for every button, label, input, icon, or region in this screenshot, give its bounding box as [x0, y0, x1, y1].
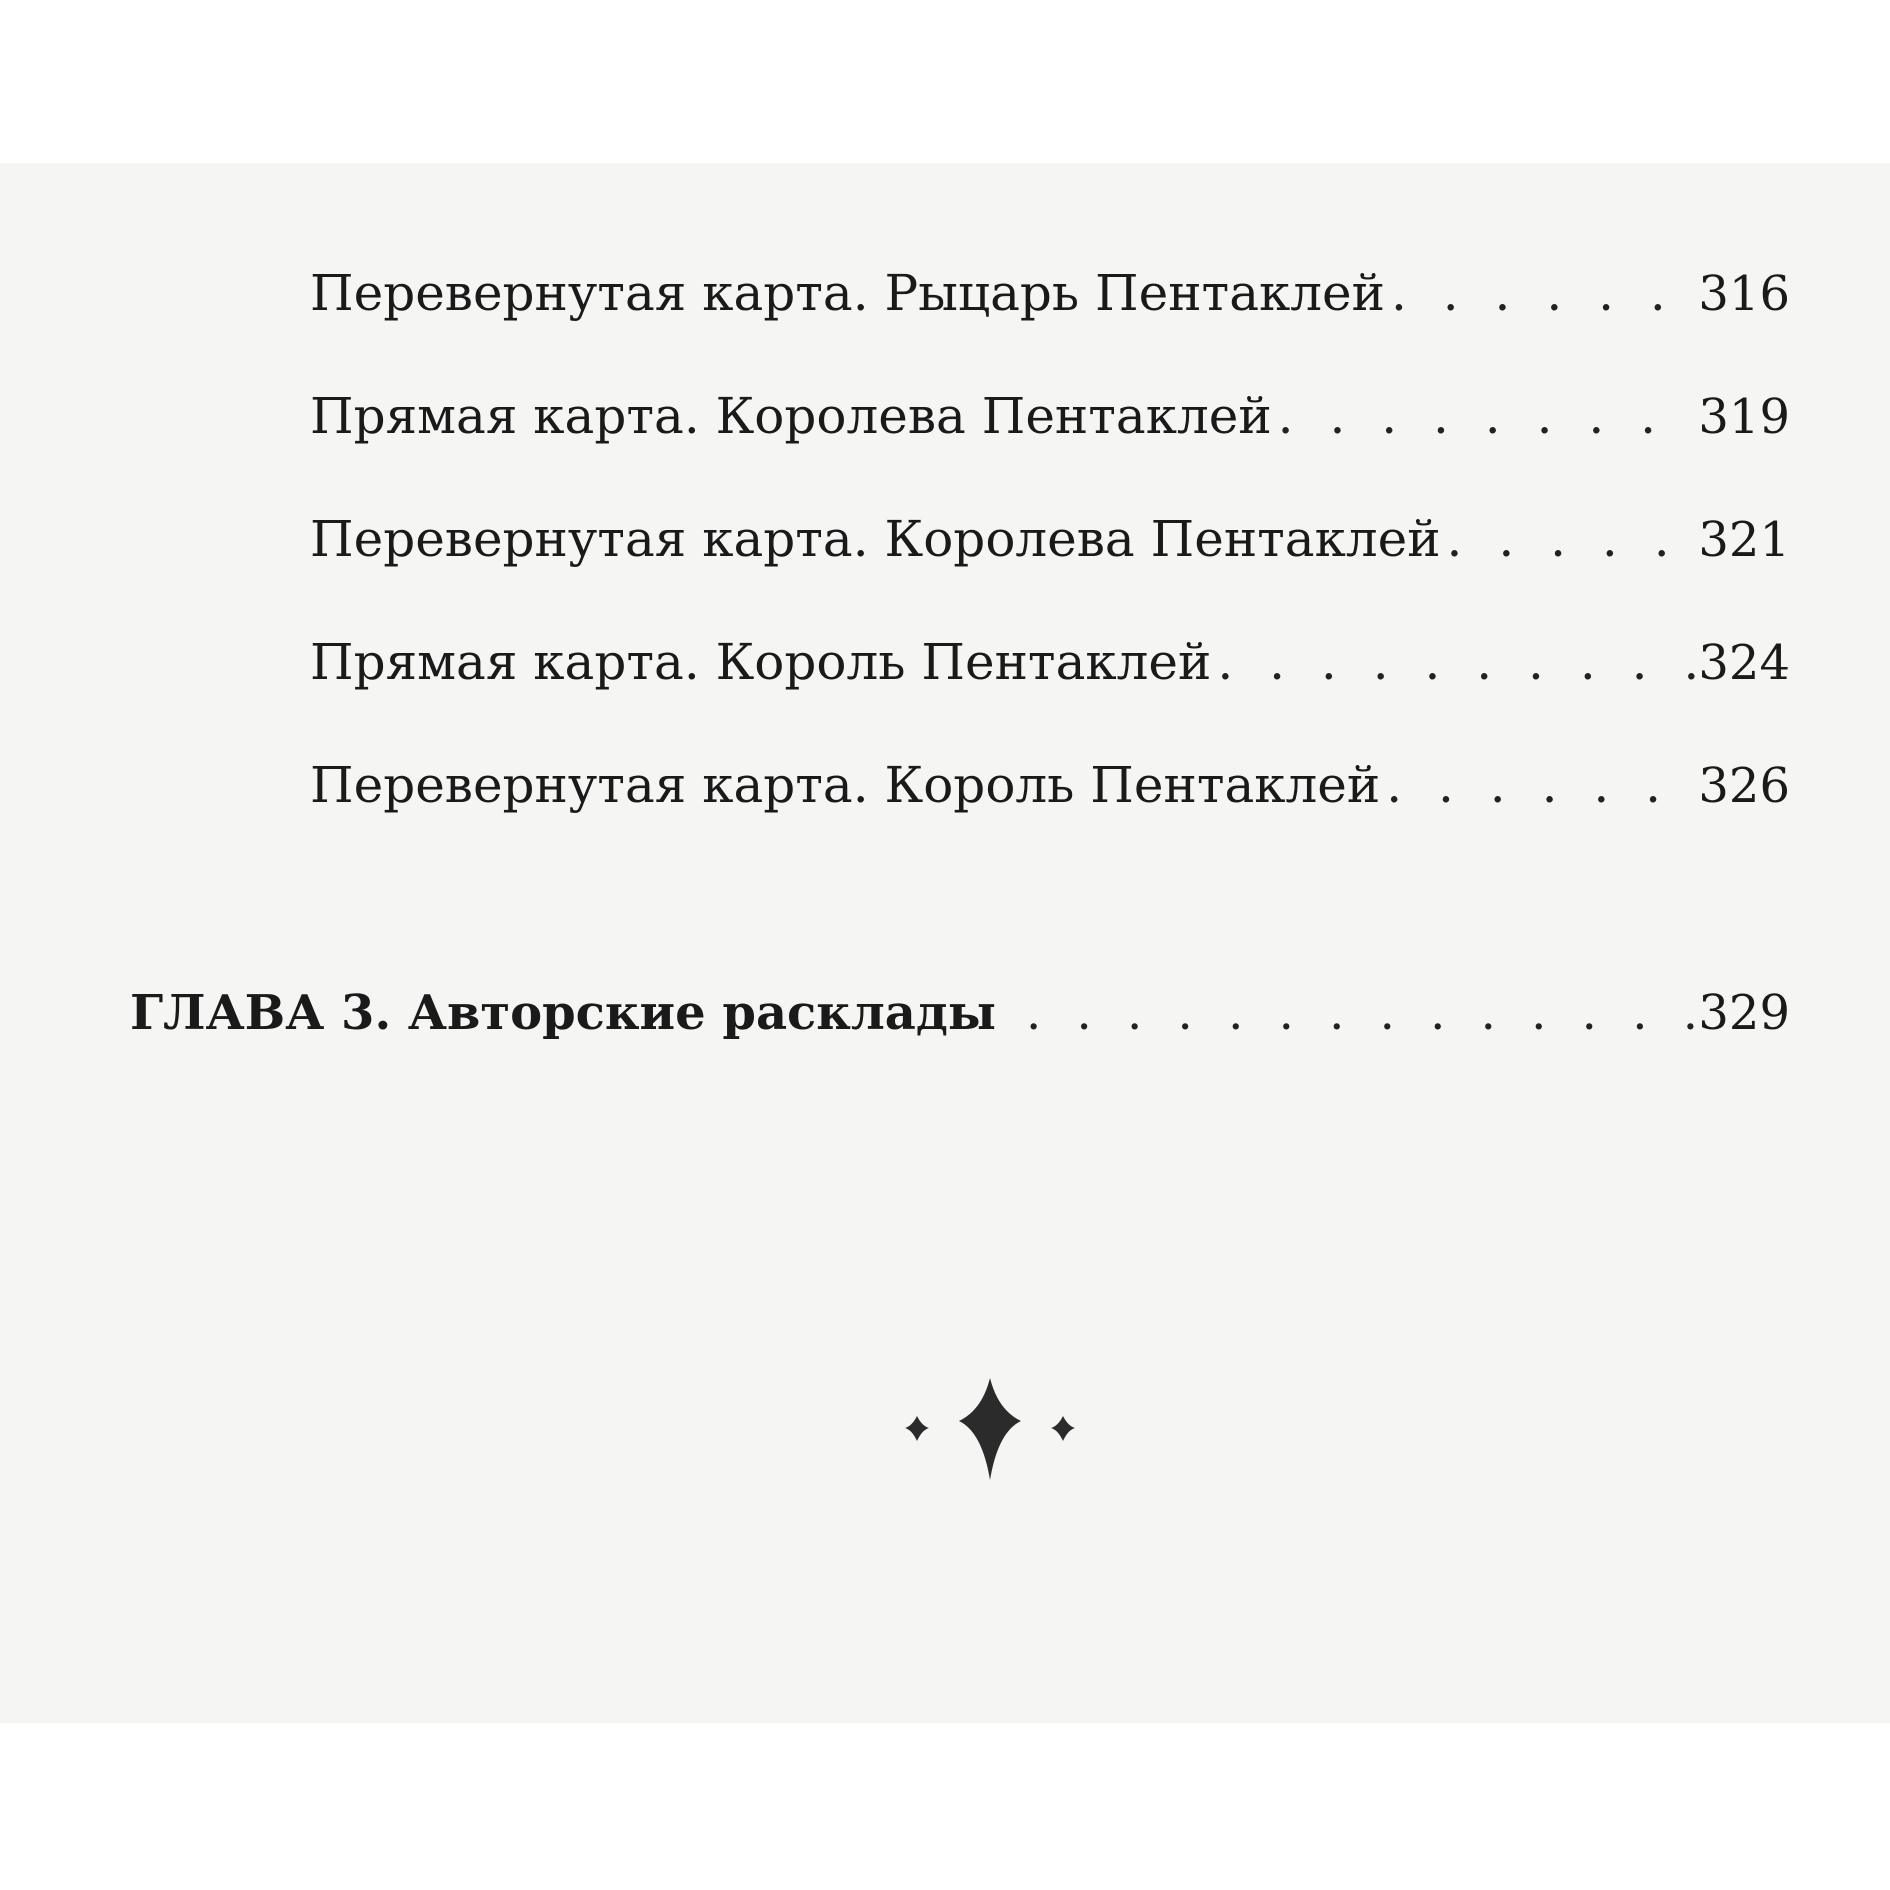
chapter-page: 329 [1698, 985, 1790, 1041]
toc-entry-title: Перевернутая карта. Королева Пентаклей [310, 510, 1441, 568]
toc-entry-title: Прямая карта. Король Пентаклей [310, 633, 1212, 691]
toc-entry-title: Перевернутая карта. Рыцарь Пентаклей [310, 264, 1385, 322]
toc-entry-page: 316 [1698, 266, 1790, 322]
dot-leader [1278, 381, 1695, 451]
book-page [0, 163, 1890, 1723]
toc-entry [310, 627, 1790, 697]
toc-entry-page: 326 [1698, 758, 1790, 814]
dot-leader [1447, 504, 1695, 574]
dot-leader [1217, 627, 1695, 697]
toc-entry [310, 750, 1790, 820]
toc-entry [310, 258, 1790, 328]
chapter-entry [130, 978, 1790, 1048]
toc-entry-title: Прямая карта. Королева Пентаклей [310, 387, 1272, 445]
dot-leader [1386, 750, 1695, 820]
toc-entry-page: 324 [1698, 635, 1790, 691]
toc-entry-page: 321 [1698, 512, 1790, 568]
dot-leader [1391, 258, 1695, 328]
toc-entry-page: 319 [1698, 389, 1790, 445]
dot-leader [1026, 978, 1695, 1048]
toc-entry [310, 381, 1790, 451]
toc-entry-title: Перевернутая карта. Король Пентаклей [310, 756, 1381, 814]
diamond-ornament-icon [895, 1376, 1085, 1486]
toc-entry [310, 504, 1790, 574]
chapter-title: ГЛАВА 3. Авторские расклады [130, 985, 996, 1041]
